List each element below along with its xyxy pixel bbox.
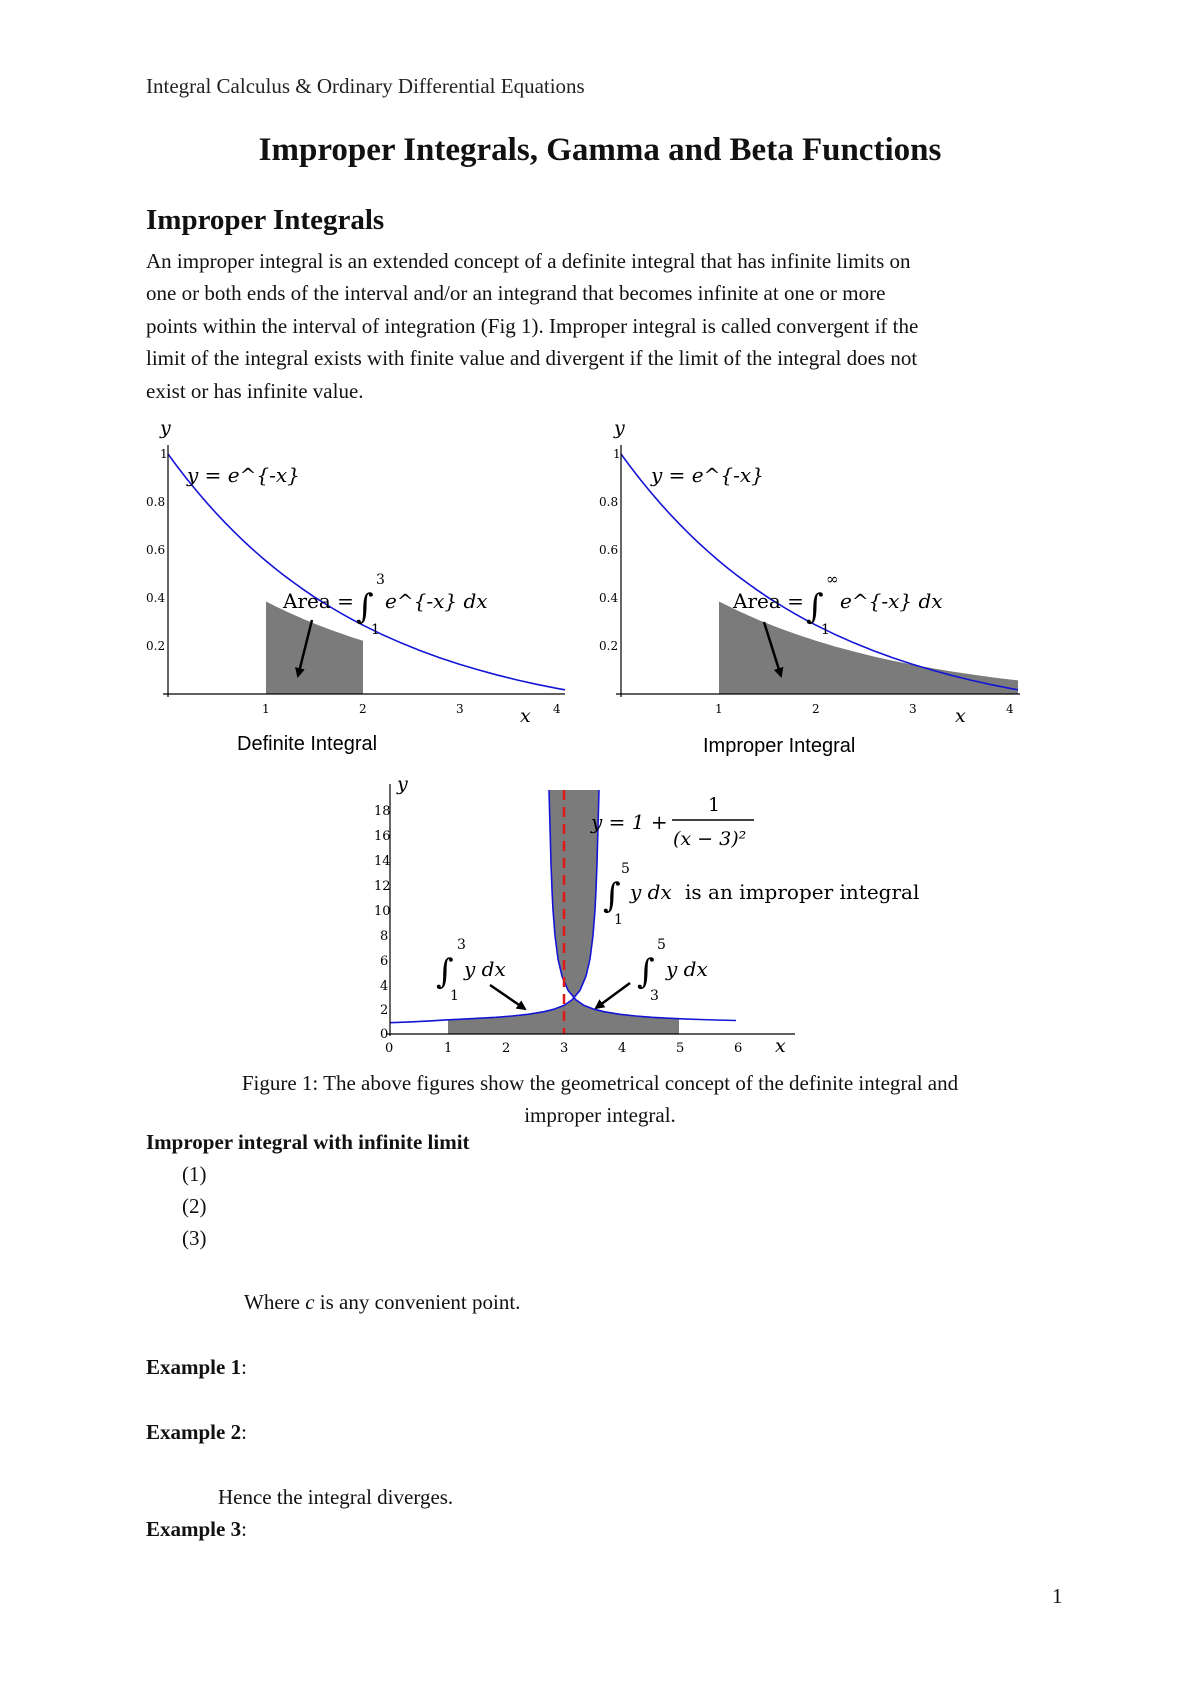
x-axis-label: x	[520, 705, 531, 727]
y-tick: 0.8	[146, 495, 166, 509]
enum-item: (3)	[182, 1226, 207, 1250]
example-1	[146, 1355, 247, 1380]
x-tick: 4	[618, 1041, 627, 1056]
y-tick: 2	[380, 1003, 389, 1018]
improper-integral-plot	[599, 417, 1020, 757]
x-tick: 4	[1006, 702, 1014, 716]
paragraph-line: one or both ends of the interval and/or an integrand that becomes infinite at one or more	[146, 281, 886, 306]
y-tick: 0.6	[146, 543, 166, 557]
upper-limit: 3	[457, 937, 466, 953]
upper-limit: 5	[621, 861, 630, 877]
upper-limit: ∞	[826, 570, 839, 588]
where-variable: c	[305, 1290, 315, 1314]
x-tick: 3	[909, 702, 917, 716]
running-header: Integral Calculus & Ordinary Differential Equations	[146, 74, 585, 98]
y-tick: 0.4	[146, 591, 166, 605]
x-tick: 0	[385, 1041, 394, 1056]
paragraph-line: exist or has infinite value.	[146, 378, 364, 403]
paragraph-line: points within the interval of integration (Fig 1). Improper integral is called convergent if the	[146, 313, 919, 338]
y-tick: 4	[380, 979, 389, 994]
plot-label-improper: Improper Integral	[703, 735, 856, 757]
curve-label-denominator: (x − 3)²	[673, 828, 747, 850]
asymptote-plot	[374, 773, 919, 1057]
y-tick: 1	[160, 447, 168, 461]
example-suffix: :	[241, 1420, 247, 1444]
arrow	[596, 983, 630, 1008]
x-tick: 5	[676, 1041, 685, 1056]
y-tick: 0.2	[146, 639, 166, 653]
x-tick: 4	[553, 702, 561, 716]
lower-limit: 1	[614, 912, 623, 928]
integrand: y dx	[666, 957, 708, 981]
paragraph-line: An improper integral is an extended concept of a definite integral that has infinite limits on	[146, 249, 911, 273]
caption-line: Figure 1: The above figures show the geometrical concept of the definite integral and	[241, 1071, 959, 1095]
example-label: Example 2	[146, 1420, 242, 1444]
integrand: e^{-x} dx	[385, 589, 488, 613]
x-tick: 1	[444, 1041, 453, 1056]
integral-sign-icon: ∫	[356, 587, 374, 627]
example-suffix: :	[241, 1355, 247, 1379]
enum-item: (2)	[182, 1194, 207, 1218]
y-tick: 10	[374, 904, 391, 919]
y-tick: 18	[374, 804, 391, 819]
integrand: y dx	[630, 880, 672, 904]
integral-sign-icon: ∫	[637, 952, 655, 992]
x-tick: 2	[502, 1041, 511, 1056]
y-tick: 0.4	[599, 591, 619, 605]
curve-label-lhs: y = 1 +	[591, 810, 668, 834]
y-tick: 0	[380, 1027, 389, 1042]
page-number: 1	[1052, 1584, 1063, 1608]
integral-sign-icon: ∫	[603, 876, 621, 916]
x-tick: 3	[456, 702, 464, 716]
hence-text: Hence the integral diverges.	[218, 1485, 454, 1509]
example-3	[146, 1517, 247, 1542]
caption-line: improper integral.	[524, 1103, 676, 1127]
definite-integral-plot	[146, 417, 565, 755]
lower-limit: 1	[371, 622, 380, 638]
y-axis-label: y	[614, 417, 625, 439]
improper-note: is an improper integral	[685, 880, 920, 904]
example-label: Example 1	[146, 1355, 242, 1379]
y-tick: 0.2	[599, 639, 619, 653]
x-tick: 1	[262, 702, 270, 716]
area-label: Area =	[733, 589, 804, 613]
y-tick: 16	[374, 829, 391, 844]
plot-label-definite: Definite Integral	[237, 733, 378, 755]
x-tick: 1	[715, 702, 723, 716]
integrand: e^{-x} dx	[840, 589, 943, 613]
arrow	[490, 985, 525, 1009]
x-tick: 2	[812, 702, 820, 716]
y-tick: 14	[374, 854, 391, 869]
curve-label-numerator: 1	[708, 794, 721, 816]
integral-sign-icon: ∫	[806, 587, 824, 627]
x-tick: 2	[359, 702, 367, 716]
y-tick: 12	[374, 879, 391, 894]
x-tick: 3	[560, 1041, 569, 1056]
shaded-area	[266, 602, 363, 695]
subheading: Improper integral with infinite limit	[146, 1130, 470, 1154]
upper-limit: 5	[657, 937, 666, 953]
x-axis-label: x	[775, 1035, 786, 1057]
lower-limit: 1	[450, 988, 459, 1004]
section-heading: Improper Integrals	[146, 204, 385, 236]
where-line	[244, 1290, 520, 1315]
enum-item: (1)	[182, 1162, 207, 1186]
y-tick: 0.6	[599, 543, 619, 557]
area-label: Area =	[283, 589, 354, 613]
y-axis-label: y	[160, 417, 171, 439]
y-tick: 1	[613, 447, 621, 461]
upper-limit: 3	[376, 572, 385, 588]
curve-label: y = e^{-x}	[187, 463, 300, 487]
lower-limit: 3	[650, 988, 659, 1004]
where-pre: Where	[244, 1290, 306, 1314]
lower-limit: 1	[821, 622, 830, 638]
figure-caption	[0, 1067, 1200, 1131]
y-tick: 6	[380, 954, 389, 969]
integrand: y dx	[464, 957, 506, 981]
exp-curve	[168, 454, 565, 690]
y-axis-label: y	[397, 773, 408, 795]
curve-label: y = e^{-x}	[651, 463, 764, 487]
x-tick: 6	[734, 1041, 743, 1056]
where-post: is any convenient point.	[314, 1290, 521, 1314]
example-2	[146, 1420, 247, 1445]
integral-sign-icon: ∫	[436, 952, 454, 992]
x-axis-label: x	[955, 705, 966, 727]
y-tick: 8	[380, 929, 389, 944]
y-tick: 0.8	[599, 495, 619, 509]
example-label: Example 3	[146, 1517, 242, 1541]
document-title: Improper Integrals, Gamma and Beta Functions	[258, 132, 942, 168]
example-suffix: :	[241, 1517, 247, 1541]
paragraph-line: limit of the integral exists with finite value and divergent if the limit of the integral does not	[146, 346, 918, 371]
